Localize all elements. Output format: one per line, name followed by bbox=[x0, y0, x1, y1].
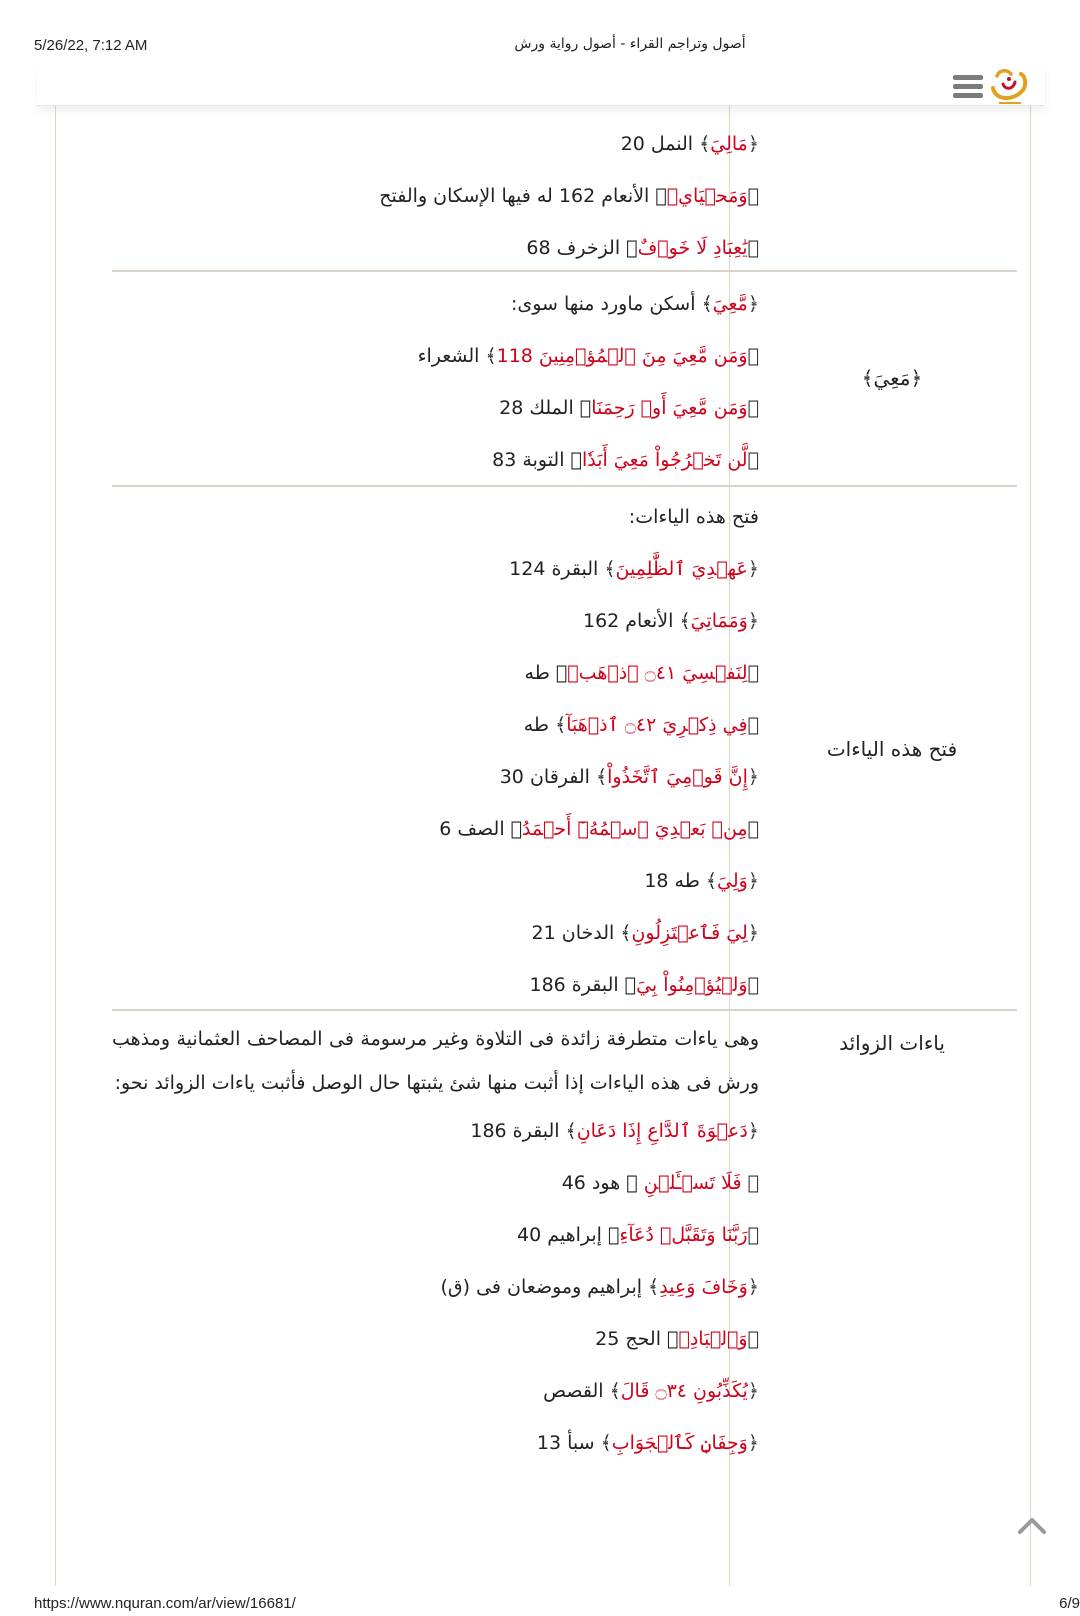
quran-reference-line: ﴿وَجِفَانٖ كَٱلۡجَوَابِ﴾ سبأ 13 bbox=[536, 1432, 759, 1454]
quran-reference-line: ﴿مَّعِيَ﴾ أسكن ماورد منها سوى: bbox=[510, 293, 759, 315]
quran-reference-line: ﴿وَخَافَ وَعِيدِ﴾ إبراهيم وموضعان فى (ق) bbox=[440, 1276, 759, 1298]
quran-reference-line: ﴿وَمَمَاتِيَ﴾ الأنعام 162 bbox=[582, 610, 759, 632]
quran-reference-line: ﴿دَعۡوَةَ ٱلدَّاعِ إِذَا دَعَانِ﴾ البقرة 186 bbox=[470, 1120, 759, 1142]
quran-reference-line: ﴿وَٱلۡبَادِۚ﴾ الحج 25 bbox=[595, 1328, 759, 1350]
chevron-up-icon[interactable] bbox=[1014, 1508, 1050, 1544]
quran-reference-line: ﴿وَلۡيُؤۡمِنُواْ بِيَ﴾ البقرة 186 bbox=[529, 974, 759, 996]
page-content-frame bbox=[37, 106, 1045, 1586]
quran-reference-line: ﴿فِي ذِكۡرِيَ ۝٤٢ ٱذۡهَبَآ﴾ طه bbox=[523, 714, 759, 736]
nquran-logo-icon[interactable] bbox=[989, 66, 1031, 106]
table-row bbox=[112, 487, 1017, 1011]
quran-reference-line: ﴿ فَلَا تَسۡـَٔلۡنِ ﴾ هود 46 bbox=[561, 1172, 759, 1194]
right-divider bbox=[1030, 106, 1031, 1586]
hamburger-menu-icon[interactable] bbox=[953, 75, 983, 99]
quran-reference-line: ﴿لِنَفۡسِيَ ۝٤١ ٱذۡهَبۡ﴾ طه bbox=[524, 662, 759, 684]
quran-reference-line: ﴿لَّن تَخۡرُجُواْ مَعِيَ أَبَدٗا﴾ التوبة 83 bbox=[492, 449, 759, 471]
quran-reference-line: ﴿رَبَّنَا وَتَقَبَّلۡ دُعَآءِ﴾ إبراهيم 40 bbox=[517, 1224, 759, 1246]
quran-reference-line: ﴿يَٰعِبَادِ لَا خَوۡفٌ﴾ الزخرف 68 bbox=[526, 237, 759, 259]
print-page-number: 6/9 bbox=[1059, 1595, 1080, 1612]
quran-reference-line: ﴿لِيَ فَٱعۡتَزِلُونِ﴾ الدخان 21 bbox=[531, 922, 759, 944]
quran-reference-line: ﴿وَلِيَ﴾ طه 18 bbox=[644, 870, 759, 892]
quran-reference-line: ﴿مِنۢ بَعۡدِيَ ٱسۡمُهُۥٓ أَحۡمَدُ﴾ الصف 6 bbox=[439, 818, 759, 840]
row-text-cell bbox=[112, 278, 767, 486]
print-header bbox=[0, 0, 1080, 66]
site-header-bar bbox=[37, 64, 1045, 106]
row-text-cell bbox=[112, 1017, 767, 1469]
print-url: https://www.nquran.com/ar/view/16681/ bbox=[34, 1595, 296, 1612]
print-footer bbox=[0, 1586, 1080, 1616]
row-label: ﴿مَعِيَ﴾ bbox=[861, 366, 923, 390]
quran-reference-line: ﴿إِنَّ قَوۡمِيَ ٱتَّخَذُواْ﴾ الفرقان 30 bbox=[499, 766, 759, 788]
quran-reference-line: ﴿مَالِيَ﴾ النمل 20 bbox=[620, 133, 759, 155]
quran-reference-line: ﴿يُكَذِّبُونِ ۝٣٤ قَالَ﴾ القصص bbox=[543, 1380, 759, 1402]
quran-reference-line: ﴿عَهۡدِيَ ٱلظَّٰلِمِينَ﴾ البقرة 124 bbox=[509, 558, 759, 580]
quran-reference-line: ﴿وَمَن مَّعِيَ مِنَ ٱلۡمُؤۡمِنِينَ 118﴾ الشعراء bbox=[417, 345, 759, 367]
table-row bbox=[112, 1011, 1017, 1571]
row-text-cell bbox=[112, 118, 767, 274]
print-datetime: 5/26/22, 7:12 AM bbox=[34, 37, 148, 54]
table-row bbox=[112, 106, 1017, 272]
table-row bbox=[112, 272, 1017, 487]
section-intro-line: فتح هذه الياءات: bbox=[628, 506, 759, 528]
left-divider bbox=[55, 106, 56, 1586]
row-text-cell bbox=[112, 491, 767, 1011]
quran-reference-line: ﴿وَمَن مَّعِيَ أَوۡ رَحِمَنَا﴾ الملك 28 bbox=[499, 397, 759, 419]
quran-reference-line: ﴿وَمَحۡيَايۡ﴾ الأنعام 162 له فيها الإسكان والفتح bbox=[379, 185, 759, 207]
row-label: فتح هذه الياءات bbox=[826, 737, 958, 761]
explanatory-paragraph: وهى ياءات متطرفة زائدة فى التلاوة وغير مرسومة فى المصاحف العثمانية ومذهب ورش فى هذه الياءات إذا أثبت منها شئ يثبتها حال الوصل فأثبت ياءات الزوائد نحو: bbox=[112, 1028, 759, 1094]
print-document-title: أصول وتراجم القراء - أصول رواية ورش bbox=[514, 36, 746, 52]
row-label: ياءات الزوائد bbox=[839, 1031, 945, 1055]
